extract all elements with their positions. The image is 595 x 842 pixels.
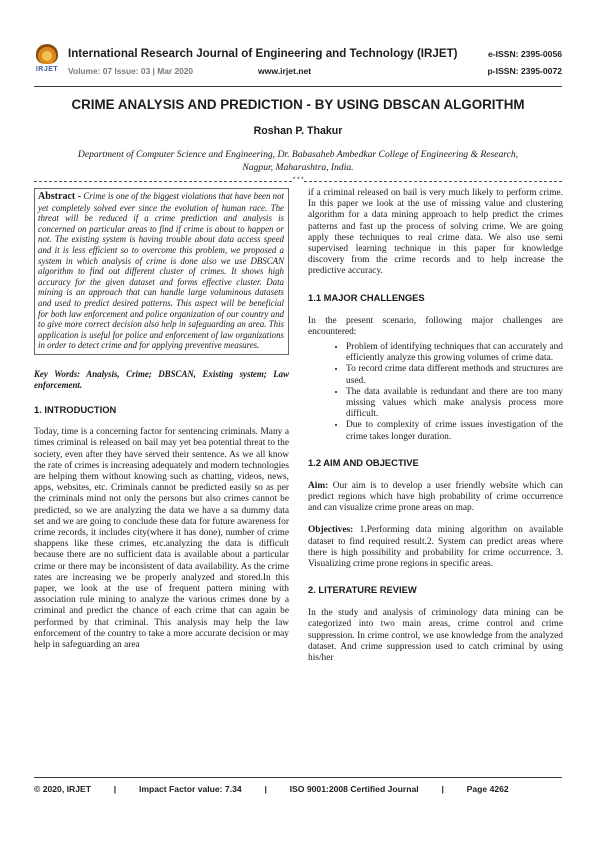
footer-copyright: © 2020, IRJET — [34, 784, 91, 794]
author-affiliation — [34, 148, 562, 174]
separator-stars: *** — [292, 177, 305, 185]
list-item: • Due to complexity of crime issues investigation of the crime takes longer duration. — [346, 420, 563, 442]
paper-title: CRIME ANALYSIS AND PREDICTION - BY USING DBSCAN ALGORITHM — [71, 97, 525, 112]
separator-dash-right — [304, 181, 562, 182]
left-column — [34, 188, 289, 651]
abstract-box — [34, 188, 289, 355]
journal-website[interactable]: www.irjet.net — [258, 66, 312, 76]
objectives-paragraph — [308, 525, 563, 570]
footer-separator: | — [441, 784, 444, 794]
aim-label: Aim: — [308, 480, 329, 491]
affiliation-line-2: Nagpur, Maharashtra, India. — [242, 162, 354, 173]
section-heading-aim: 1.2 AIM AND OBJECTIVE — [308, 456, 419, 468]
list-item: • To record crime data different methods and structures are used. — [346, 364, 563, 386]
section-heading-challenges: 1.1 MAJOR CHALLENGES — [308, 291, 425, 303]
list-item: • The data available is redundant and there are too many missing values which make analysis process more difficult. — [346, 387, 563, 421]
separator-dash-left — [34, 181, 292, 182]
title-separator — [34, 176, 562, 186]
affiliation-line-1: Department of Computer Science and Engineering, Dr. Babasaheb Ambedkar College of Engineering & Research, — [77, 149, 519, 160]
keywords: Key Words: Analysis, Crime; DBSCAN, Existing system; Law enforcement. — [34, 368, 289, 390]
footer-page-number: Page 4262 — [466, 784, 509, 794]
aim-text: Our aim is to develop a user friendly website which can predict regions which have high probability of crime occurrence and can visualize crime prone areas on map. — [308, 480, 563, 514]
footer-separator: | — [113, 784, 117, 794]
footer-impact-factor: Impact Factor value: 7.34 — [138, 784, 242, 794]
footer-separator: | — [264, 784, 267, 794]
paper-author: Roshan P. Thakur — [253, 125, 343, 137]
p-issn: p-ISSN: 2395-0072 — [487, 66, 562, 76]
page-footer — [34, 784, 562, 794]
logo-text: IRJET — [35, 66, 59, 73]
introduction-continued-text: if a criminal released on bail is very much likely to perform crime. In this paper we look at the use of missing value and clustering algorithm for a data mining approach to help predict the crimes patterns and fast up the process of solving crime. We are going apply these techniques to real crime data. We also use semi supervised learning technique in this paper for knowledge discovery from the crime records and to help increase the predictive accuracy. — [308, 188, 563, 277]
logo-emblem-icon — [36, 44, 58, 64]
abstract-text: Crime is one of the biggest violations that have been not yet completely solved ever since the evolution of human race. The threat will be reduced if a crime prediction and analysis is concerned on particular areas to find if crime is about to happen or not. The existing system is having trouble about data access speed and it is less efficient so to overcome this problem, we proposed a system in which analysis of crime is done also we use DBSCAN algorithm to find out different cluster of crimes. It shows high accuracy for the given dataset and forms effective cluster. Data mining is an approach that can handle large voluminous datasets and used to predict desired patterns. This aspect will be beneficial for both law enforcement and police organization of our country and to give more correct decision also help in safeguarding an area. This application is useful for police and enforcement of law organizations in order to detect crime and for applying preventive measures. — [38, 191, 285, 351]
abstract-label: Abstract - — [38, 191, 82, 202]
journal-logo — [34, 44, 60, 78]
abstract-paragraph — [38, 191, 284, 351]
aim-paragraph — [308, 481, 563, 515]
objectives-text: 1.Performing data mining algorithm on available dataset to find required result.2. System can predict areas where there is high possibility and probability for crime occurrence. 3. Visualizing crime prone regions in specific areas. — [308, 525, 563, 570]
introduction-text: Today, time is a concerning factor for sentencing criminals. Many a times criminal is released on bail may yet bea potential threat to the society, even after they have served their sentence. As we all know the rate of crimes is increasing adequately and modern technologies are helping them without knowing such as chatting, videos, news, apps, websites, etc. Criminals cannot be predicted easily so as per the criminals mind not only the persons but also crimes cannot be predicted, so we are analyzing the data we have a sa dummy data set and we are going to conclude these data for future awareness for crime records, it includes city(where it has done), number of crime shappens like these crimes, etc.analyzing the data is difficult because there are no sufficient data is available about a particular crime or there may be inconsistent of data availability. As the crime rates are increasing we be properly analyzed and stored.In this paper, we look at the use of frequent pattern mining with association rule mining to analyze the various crimes done by a criminal and predict the chance of each crime that can again be performed by that criminal. This analysis may help the law enforcement of the country to take a more accurate decision or may help in safeguarding an area — [34, 427, 289, 650]
literature-text: In the study and analysis of criminology data mining can be categorized into two main areas, crime control and crime suppression. In crime control, we use knowledge from the analyzed dataset. And crime suppression used to catch criminal by using his/her — [308, 608, 563, 664]
footer-iso: ISO 9001:2008 Certified Journal — [289, 784, 419, 794]
objectives-label: Objectives: — [308, 525, 354, 536]
header-divider — [34, 86, 562, 87]
right-column — [308, 188, 563, 664]
journal-name: International Research Journal of Engineering and Technology (IRJET) — [68, 47, 458, 60]
footer-divider — [34, 777, 562, 778]
section-heading-literature: 2. LITERATURE REVIEW — [308, 584, 417, 596]
challenges-intro: In the present scenario, following major challenges are encountered: — [308, 315, 563, 337]
list-item: • Problem of identifying techniques that can accurately and efficiently analyze this growing volumes of crime data. — [346, 342, 563, 364]
journal-header — [34, 44, 562, 84]
volume-issue: Volume: 07 Issue: 03 | Mar 2020 — [68, 66, 194, 76]
section-heading-introduction: 1. INTRODUCTION — [34, 404, 117, 416]
challenges-list — [308, 342, 563, 443]
e-issn: e-ISSN: 2395-0056 — [487, 49, 562, 59]
